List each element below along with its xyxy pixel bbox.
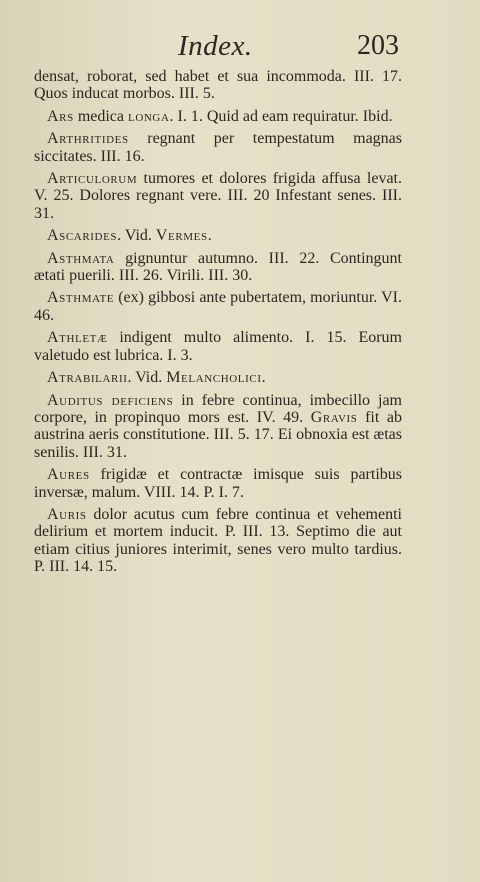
entry-text: regnant per tempestatum magnas siccitates. III. 16. (34, 130, 402, 165)
index-entry (34, 289, 402, 324)
index-entry (34, 170, 402, 222)
index-entries (34, 68, 402, 581)
entry-text: frigidæ et contractæ imisque suis partibus inversæ, malum. VIII. 14. P. I. 7. (34, 466, 402, 501)
running-title: Index. (178, 30, 253, 62)
entry-text: densat, roborat, sed habet et sua incommoda. III. 17. Quos inducat morbos. III. 5. (34, 68, 402, 103)
entry-headword: Atrabilarii (47, 369, 128, 387)
entry-headword: Athletæ (47, 329, 108, 347)
index-entry (34, 369, 402, 386)
entry-text: tumores et dolores frigida affusa levat. V. 25. Dolores regnant vere. III. 20 Infestant senes. III. 31. (34, 170, 402, 222)
entry-text: gignuntur autumno. III. 22. Contingunt ætati puerili. III. 26. Virili. III. 30. (34, 249, 402, 285)
entry-headword: Asthmate (47, 289, 115, 307)
entry-text: in febre continua, imbecillo jam corpore, in propinquo mors est. IV. 49. (34, 391, 402, 426)
index-entry (34, 392, 402, 462)
page-header (0, 30, 480, 70)
index-entry (34, 68, 402, 103)
index-entry (34, 506, 402, 576)
entry-text: dolor acutus cum febre continua et vehementi delirium et mortem inducit. P. III. 13. Septimo die aut etiam citius juniores interimit, senes vero multo tardius. P. III. 14. 15. (34, 505, 402, 576)
index-entry (34, 329, 402, 364)
entry-text: . I. 1. Quid ad eam requiratur. Ibid. (169, 107, 393, 125)
entry-headword: Ars (47, 107, 74, 125)
entry-headword: Arthritides (47, 130, 129, 148)
entry-headword: Auditus deficiens (47, 391, 174, 409)
entry-text: . (207, 227, 212, 245)
page-number: 203 (357, 30, 399, 61)
index-entry (34, 130, 402, 165)
index-entry (34, 250, 402, 285)
entry-headword: Melancholici (166, 369, 262, 387)
index-entry (34, 466, 402, 501)
entry-text: . Vid. (117, 227, 156, 245)
entry-text: fit ab austrina aeris constitutione. III. 5. 17. Ei obnoxia est ætas senilis. III. 31. (34, 408, 403, 461)
entry-text: (ex) gibbosi ante pubertatem, moriuntur. VI. 46. (34, 289, 402, 324)
entry-headword: Vermes (155, 227, 208, 245)
index-entry (34, 108, 402, 125)
entry-text: . (261, 369, 266, 387)
entry-headword: Articulorum (47, 170, 138, 188)
entry-headword: Gravis (310, 408, 358, 426)
entry-headword: Aures (47, 466, 90, 484)
entry-text: . Vid. (127, 369, 167, 387)
entry-headword: Auris (47, 505, 87, 523)
entry-headword: longa (128, 107, 170, 125)
entry-headword: Ascarides (47, 227, 118, 245)
entry-text: medica (73, 107, 129, 125)
entry-headword: Asthmata (47, 249, 115, 267)
index-entry (34, 227, 402, 244)
entry-text: indigent multo alimento. I. 15. Eorum valetudo est lubrica. I. 3. (34, 329, 402, 364)
